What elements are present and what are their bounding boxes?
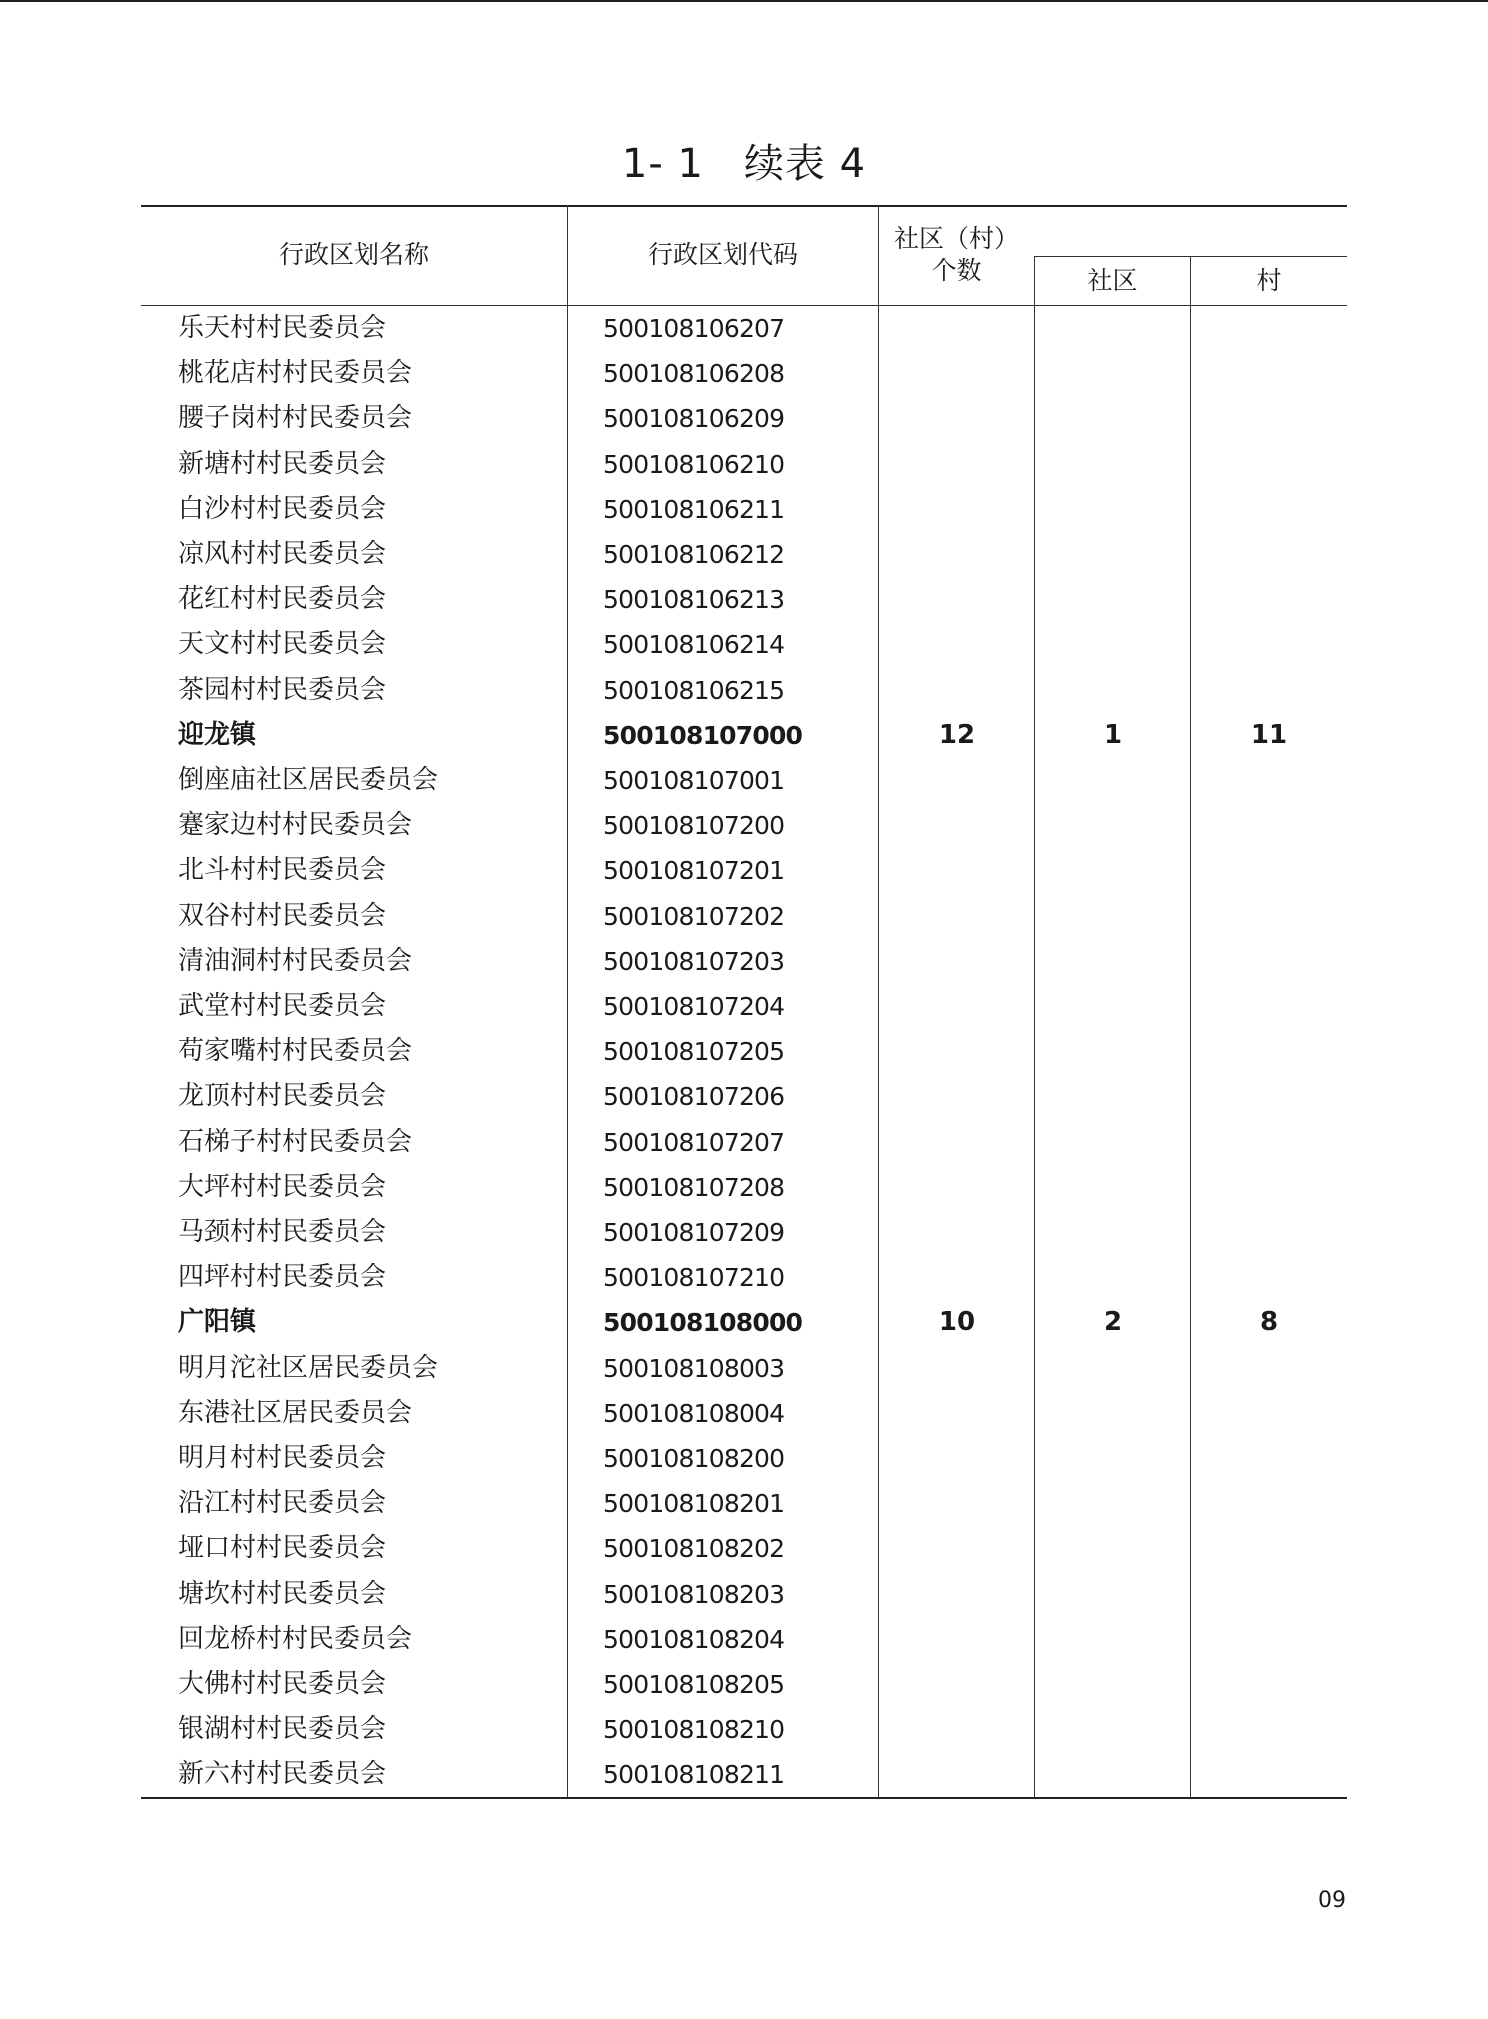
table-row bbox=[141, 758, 1347, 803]
division-code: 500108108003 bbox=[603, 1353, 785, 1383]
table-row bbox=[141, 622, 1347, 667]
division-code: 500108108200 bbox=[603, 1444, 785, 1473]
division-name: 腰子岗村村民委员会 bbox=[178, 403, 413, 434]
division-name: 桃花店村村民委员会 bbox=[178, 358, 413, 389]
division-code: 500108106210 bbox=[603, 449, 785, 479]
table-row bbox=[141, 1255, 1347, 1300]
division-code: 500108106215 bbox=[603, 675, 785, 705]
table-subtitle: 续表 4 bbox=[743, 141, 867, 187]
table-row bbox=[141, 306, 1347, 351]
table-row bbox=[141, 1074, 1347, 1119]
header-village: 村 bbox=[1256, 266, 1282, 295]
division-code: 500108107207 bbox=[603, 1127, 785, 1157]
header-community: 社区 bbox=[1087, 266, 1138, 295]
division-code: 500108106214 bbox=[603, 630, 785, 660]
division-code: 500108108210 bbox=[603, 1715, 785, 1745]
division-code: 500108108000 bbox=[603, 1308, 803, 1338]
division-code: 500108108203 bbox=[603, 1579, 785, 1609]
table-top-rule bbox=[141, 205, 1347, 207]
division-code: 500108107203 bbox=[603, 946, 785, 976]
division-code: 500108107201 bbox=[603, 856, 785, 886]
division-name: 乐天村村民委员会 bbox=[178, 313, 387, 343]
division-name: 四坪村村民委员会 bbox=[178, 1262, 387, 1293]
division-name: 东港社区居民委员会 bbox=[178, 1397, 413, 1428]
division-name: 明月沱社区居民委员会 bbox=[178, 1352, 439, 1383]
division-name: 明月村村民委员会 bbox=[178, 1443, 387, 1473]
table-row bbox=[141, 1436, 1347, 1481]
division-code: 500108106209 bbox=[603, 404, 785, 434]
table-number: 1- 1 bbox=[621, 141, 704, 187]
table-row bbox=[141, 577, 1347, 622]
division-name: 新六村村民委员会 bbox=[178, 1759, 387, 1790]
division-code: 500108108202 bbox=[603, 1534, 785, 1564]
division-name: 迎龙镇 bbox=[178, 719, 257, 750]
table-row bbox=[141, 848, 1347, 893]
division-name: 银湖村村民委员会 bbox=[178, 1714, 387, 1745]
table-row bbox=[141, 487, 1347, 532]
division-code: 500108107202 bbox=[603, 901, 785, 931]
division-code: 500108107205 bbox=[603, 1037, 785, 1067]
division-name: 双谷村村民委员会 bbox=[178, 900, 387, 931]
header-count-line1: 社区（村） bbox=[893, 224, 1019, 253]
division-code: 500108107208 bbox=[603, 1172, 785, 1202]
division-name: 清油洞村村民委员会 bbox=[178, 945, 413, 976]
division-name: 大佛村村民委员会 bbox=[178, 1669, 387, 1699]
header-count bbox=[879, 223, 1034, 287]
table-row bbox=[141, 396, 1347, 441]
page-number: 09 bbox=[1318, 1888, 1346, 1913]
division-name: 蹇家边村村民委员会 bbox=[178, 810, 413, 841]
count-total: 10 bbox=[938, 1307, 976, 1338]
table-row-town bbox=[141, 1300, 1347, 1345]
table-row bbox=[141, 1572, 1347, 1617]
division-code: 500108108204 bbox=[603, 1624, 785, 1654]
division-code: 500108108211 bbox=[603, 1760, 785, 1790]
table-row bbox=[141, 1662, 1347, 1707]
table-row bbox=[141, 803, 1347, 848]
division-code: 500108107200 bbox=[603, 811, 785, 841]
table-row bbox=[141, 668, 1347, 713]
table-row bbox=[141, 351, 1347, 396]
division-name: 广阳镇 bbox=[178, 1307, 257, 1338]
division-name: 马颈村村民委员会 bbox=[178, 1217, 387, 1247]
division-code: 500108107210 bbox=[603, 1263, 785, 1293]
division-name: 回龙桥村村民委员会 bbox=[178, 1623, 413, 1654]
division-code: 500108107209 bbox=[603, 1218, 785, 1247]
header-count-line2: 个数 bbox=[931, 256, 982, 285]
table-row bbox=[141, 984, 1347, 1029]
table-row bbox=[141, 1391, 1347, 1436]
count-village: 8 bbox=[1259, 1307, 1279, 1338]
table-bottom-rule bbox=[141, 1797, 1347, 1799]
division-name: 花红村村民委员会 bbox=[178, 584, 387, 615]
division-code: 500108108201 bbox=[603, 1489, 785, 1519]
table-row bbox=[141, 1346, 1347, 1391]
division-code: 500108107001 bbox=[603, 766, 785, 795]
division-name: 塘坎村村民委员会 bbox=[178, 1578, 387, 1609]
division-name: 新塘村村民委员会 bbox=[178, 448, 387, 479]
division-code: 500108107206 bbox=[603, 1082, 785, 1112]
division-code: 500108106212 bbox=[603, 540, 785, 569]
division-code: 500108108004 bbox=[603, 1398, 785, 1428]
division-name: 龙顶村村民委员会 bbox=[178, 1081, 387, 1112]
division-name: 倒座庙社区居民委员会 bbox=[178, 765, 439, 795]
division-name: 石梯子村村民委员会 bbox=[178, 1126, 413, 1157]
page-top-border bbox=[0, 0, 1488, 2]
page-title bbox=[0, 132, 1488, 189]
table-row bbox=[141, 1120, 1347, 1165]
header-name: 行政区划名称 bbox=[278, 240, 429, 269]
division-code: 500108107204 bbox=[603, 992, 785, 1021]
table-row bbox=[141, 939, 1347, 984]
division-name: 北斗村村民委员会 bbox=[178, 855, 387, 886]
table-row bbox=[141, 1029, 1347, 1074]
header-code: 行政区划代码 bbox=[647, 240, 798, 269]
division-code: 500108106208 bbox=[603, 359, 785, 389]
count-community: 2 bbox=[1103, 1307, 1123, 1338]
count-total: 12 bbox=[938, 719, 976, 750]
table-row-town bbox=[141, 713, 1347, 758]
table-row bbox=[141, 1707, 1347, 1752]
table-row bbox=[141, 1481, 1347, 1526]
division-name: 武堂村村民委员会 bbox=[178, 991, 387, 1021]
subheader-rule bbox=[1035, 256, 1347, 257]
table-row bbox=[141, 894, 1347, 939]
division-name: 白沙村村民委员会 bbox=[178, 493, 387, 524]
table-row bbox=[141, 1526, 1347, 1571]
division-code: 500108108205 bbox=[603, 1670, 785, 1699]
division-name: 凉风村村民委员会 bbox=[178, 539, 387, 569]
count-village: 11 bbox=[1250, 719, 1288, 750]
division-code: 500108106211 bbox=[603, 494, 785, 524]
division-name: 大坪村村民委员会 bbox=[178, 1171, 387, 1202]
division-name: 茶园村村民委员会 bbox=[178, 674, 387, 705]
table-row bbox=[141, 1752, 1347, 1797]
division-name: 苟家嘴村村民委员会 bbox=[178, 1036, 413, 1067]
division-name: 垭口村村民委员会 bbox=[178, 1533, 387, 1564]
table-row bbox=[141, 1165, 1347, 1210]
division-name: 沿江村村民委员会 bbox=[178, 1488, 387, 1519]
division-name: 天文村村民委员会 bbox=[178, 629, 387, 660]
table-row bbox=[141, 1617, 1347, 1662]
division-code: 500108106207 bbox=[603, 314, 785, 343]
table-row bbox=[141, 442, 1347, 487]
table-row bbox=[141, 532, 1347, 577]
division-code: 500108107000 bbox=[603, 720, 803, 750]
division-code: 500108106213 bbox=[603, 585, 785, 615]
table-row bbox=[141, 1210, 1347, 1255]
count-community: 1 bbox=[1103, 719, 1123, 750]
